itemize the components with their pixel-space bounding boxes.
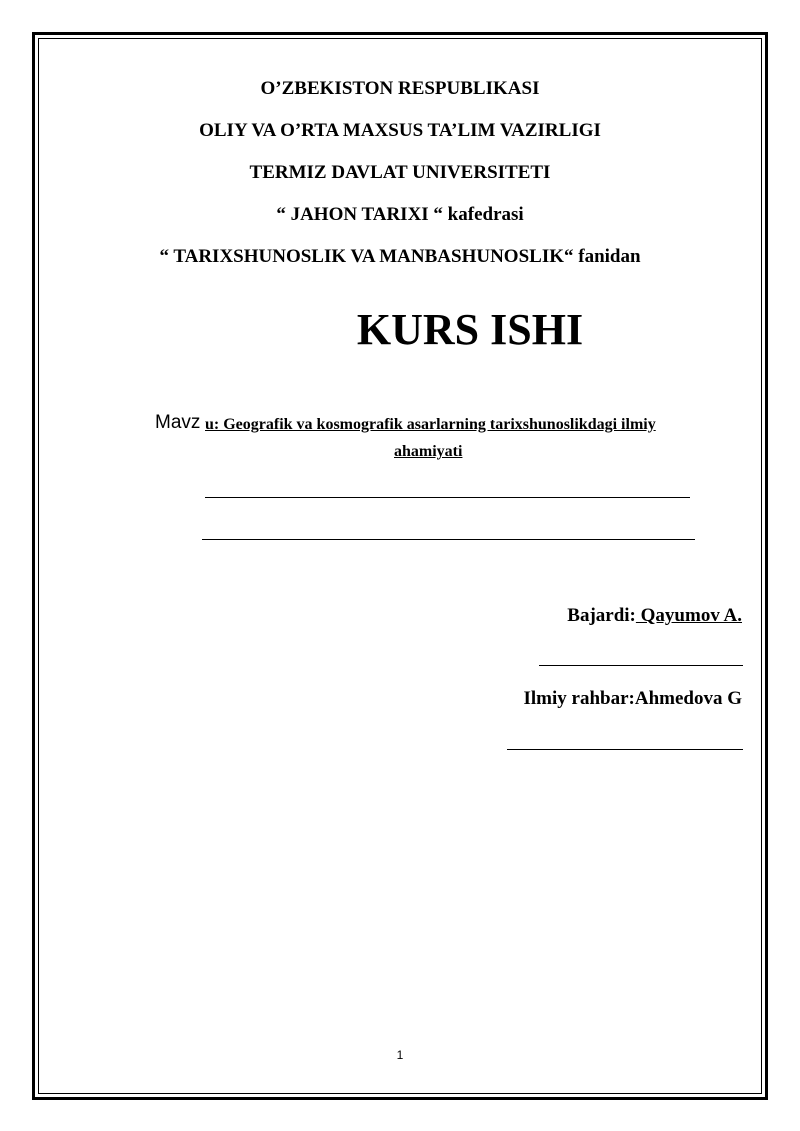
- header-university: TERMIZ DAVLAT UNIVERSITETI: [249, 162, 551, 183]
- blank-line-2: [202, 539, 695, 540]
- performer-label: Bajardi:: [567, 605, 636, 626]
- page-border-inner: [38, 38, 762, 1094]
- supervisor-signature-line: [507, 749, 743, 750]
- document-title: KURS ISHI: [356, 305, 584, 354]
- header-department: “ JAHON TARIXI “ kafedrasi: [276, 204, 524, 225]
- topic-text-line2: ahamiyati: [394, 443, 463, 460]
- topic-text-line1: u: Geografik va kosmografik asarlarning tarixshunoslikdagi ilmiy: [205, 416, 656, 433]
- header-subject: “ TARIXSHUNOSLIK VA MANBASHUNOSLIK“ fanidan: [159, 246, 641, 267]
- header-republic: O’ZBEKISTON RESPUBLIKASI: [260, 78, 540, 99]
- page-number: 1: [396, 1048, 404, 1062]
- header-ministry: OLIY VA O’RTA MAXSUS TA’LIM VAZIRLIGI: [199, 120, 601, 141]
- performer-name: Qayumov A.: [635, 605, 742, 626]
- blank-line-1: [205, 497, 690, 498]
- supervisor-line: Ilmiy rahbar:Ahmedova G: [523, 688, 742, 709]
- topic-label: Mavz: [155, 412, 201, 433]
- performer-signature-line: [539, 665, 743, 666]
- performer-line: [567, 605, 742, 627]
